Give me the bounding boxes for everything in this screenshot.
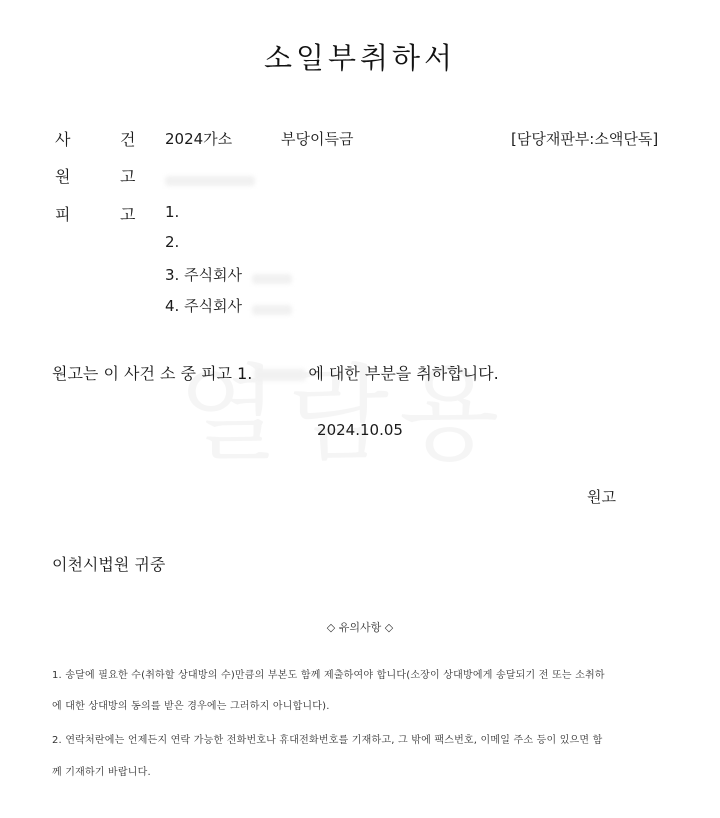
defendant-label-1: 피: [55, 205, 71, 224]
defendant-item-4: 4. 주식회사: [165, 297, 243, 315]
case-name: 부당이득금: [281, 130, 354, 148]
notice-line-1a: 1. 송달에 필요한 수(취하할 상대방의 수)만큼의 부본도 함께 제출하여야 합니다(소장이 상대방에게 송달되기 전 또는 소취하: [52, 670, 605, 681]
plaintiff-signature-label: 원고: [587, 488, 616, 506]
plaintiff-redacted: [165, 170, 255, 189]
defendant-item-4-redacted: [252, 299, 292, 318]
defendant-label-2: 고: [120, 205, 136, 224]
statement-prefix: 원고는 이 사건 소 중 피고 1.: [52, 364, 253, 383]
statement-redacted: [254, 369, 306, 381]
case-label-2: 건: [120, 130, 136, 149]
defendant-item-3: 3. 주식회사: [165, 266, 243, 284]
defendant-item-1: 1.: [165, 203, 180, 221]
defendant-item-2: 2.: [165, 233, 180, 251]
statement-suffix: 에 대한 부분을 취하합니다.: [308, 364, 499, 383]
defendant-item-3-redacted: [252, 268, 292, 287]
case-number: 2024가소: [165, 130, 233, 148]
case-label-1: 사: [55, 130, 71, 149]
withdrawal-statement: [52, 361, 499, 384]
watermark: [178, 330, 509, 480]
notice-line-2b: 께 기재하기 바랍니다.: [52, 767, 151, 778]
plaintiff-label-1: 원: [55, 167, 71, 186]
notice-line-2a: 2. 연락처란에는 언제든지 연락 가능한 전화번호나 휴대전화번호를 기재하고, 그 밖에 팩스번호, 이메일 주소 등이 있으면 함: [52, 735, 603, 746]
case-division: [담당재판부:소액단독]: [511, 130, 659, 148]
filing-date: 2024.10.05: [317, 421, 403, 439]
notice-line-1b: 에 대한 상대방의 동의를 받은 경우에는 그러하지 아니합니다).: [52, 701, 330, 712]
plaintiff-label-2: 고: [120, 167, 136, 186]
document-title: 소일부취하서: [263, 41, 457, 75]
court-name: 이천시법원 귀중: [52, 555, 166, 574]
notice-heading: ◇ 유의사항 ◇: [326, 621, 394, 634]
